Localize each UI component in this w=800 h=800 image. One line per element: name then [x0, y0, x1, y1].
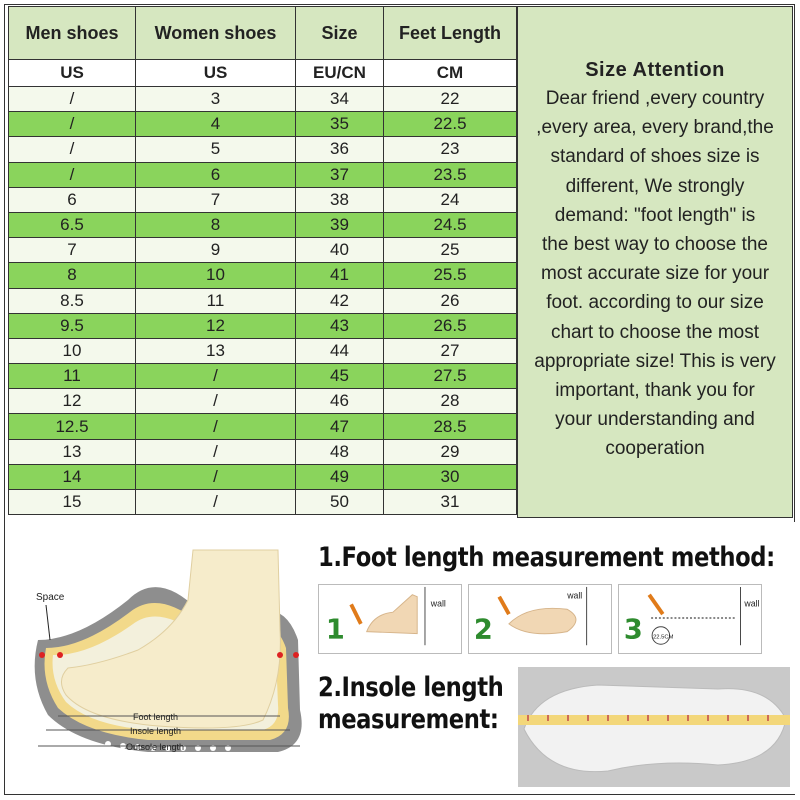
cell-feet-cm: 25.5 [384, 263, 517, 288]
outsole-length-label: Outsole length [126, 742, 185, 752]
cell-men-us: 11 [9, 364, 136, 389]
table-row [9, 137, 517, 162]
cell-feet-cm: 27 [384, 338, 517, 363]
cell-eu-cn: 50 [296, 490, 384, 515]
cell-eu-cn: 45 [296, 364, 384, 389]
table-row [9, 112, 517, 137]
table-header-row [9, 7, 517, 60]
step-2-panel [468, 584, 612, 654]
cell-women-us: 4 [136, 112, 296, 137]
cell-women-us: 12 [136, 313, 296, 338]
attention-line: cooperation [605, 438, 705, 460]
table-row [9, 414, 517, 439]
step-1-panel [318, 584, 462, 654]
table-row [9, 439, 517, 464]
foot-method-title: 1.Foot length measurement method: [318, 542, 775, 573]
cell-feet-cm: 28.5 [384, 414, 517, 439]
cell-feet-cm: 24 [384, 187, 517, 212]
cell-men-us: 8.5 [9, 288, 136, 313]
cell-feet-cm: 23 [384, 137, 517, 162]
header-size: Size [296, 7, 384, 60]
cell-men-us: 12 [9, 389, 136, 414]
table-row [9, 87, 517, 112]
insole-length-label: Insole length [130, 726, 182, 736]
cell-women-us: / [136, 439, 296, 464]
attention-line: foot. according to our size [546, 292, 764, 314]
attention-line: ,every area, every brand,the [536, 117, 774, 139]
table-row [9, 238, 517, 263]
attention-line: chart to choose the most [550, 321, 760, 343]
table-row [9, 162, 517, 187]
foot-length-label: Foot length [133, 712, 179, 722]
table-row [9, 187, 517, 212]
insole-title-line1: 2.Insole length [318, 672, 504, 703]
size-chart-table [8, 6, 517, 515]
attention-line: appropriate size! This is very [534, 350, 776, 372]
cell-eu-cn: 34 [296, 87, 384, 112]
cell-women-us: 3 [136, 87, 296, 112]
cell-eu-cn: 42 [296, 288, 384, 313]
cell-eu-cn: 44 [296, 338, 384, 363]
table-row [9, 338, 517, 363]
cell-men-us: 7 [9, 238, 136, 263]
cell-feet-cm: 28 [384, 389, 517, 414]
table-row [9, 212, 517, 237]
cell-women-us: 11 [136, 288, 296, 313]
cell-eu-cn: 48 [296, 439, 384, 464]
unit-women: US [136, 60, 296, 87]
step-2-wall-label: wall [567, 590, 583, 601]
cell-women-us: 7 [136, 187, 296, 212]
insole-photo [518, 667, 790, 787]
attention-line: most accurate size for your [540, 263, 770, 285]
cell-women-us: 5 [136, 137, 296, 162]
cell-men-us: 10 [9, 338, 136, 363]
cell-men-us: / [9, 137, 136, 162]
attention-line: different, We strongly [565, 175, 745, 197]
cell-men-us: 12.5 [9, 414, 136, 439]
cell-eu-cn: 36 [296, 137, 384, 162]
cell-men-us: 14 [9, 464, 136, 489]
measurement-steps [318, 584, 768, 656]
cell-men-us: 6.5 [9, 212, 136, 237]
attention-line: demand: "foot length" is [554, 204, 756, 226]
cell-feet-cm: 24.5 [384, 212, 517, 237]
unit-length: CM [384, 60, 517, 87]
cell-eu-cn: 40 [296, 238, 384, 263]
step-3-wall-label: wall [744, 598, 760, 609]
cell-men-us: / [9, 162, 136, 187]
cell-feet-cm: 23.5 [384, 162, 517, 187]
attention-line: the best way to choose the [541, 234, 769, 256]
cell-eu-cn: 49 [296, 464, 384, 489]
cell-women-us: / [136, 464, 296, 489]
cell-men-us: 15 [9, 490, 136, 515]
cell-eu-cn: 43 [296, 313, 384, 338]
step-2-number: 2 [473, 614, 493, 646]
cell-eu-cn: 35 [296, 112, 384, 137]
step-3-number: 3 [623, 614, 643, 646]
size-attention-panel [517, 6, 793, 518]
cell-feet-cm: 22.5 [384, 112, 517, 137]
cell-feet-cm: 22 [384, 87, 517, 112]
cell-feet-cm: 26.5 [384, 313, 517, 338]
cell-women-us: 10 [136, 263, 296, 288]
header-women-shoes: Women shoes [136, 7, 296, 60]
cell-feet-cm: 31 [384, 490, 517, 515]
cell-eu-cn: 46 [296, 389, 384, 414]
cell-women-us: / [136, 414, 296, 439]
header-feet-length: Feet Length [384, 7, 517, 60]
cell-women-us: 8 [136, 212, 296, 237]
unit-men: US [9, 60, 136, 87]
attention-line: Dear friend ,every country [545, 88, 765, 109]
table-row [9, 464, 517, 489]
cell-women-us: / [136, 389, 296, 414]
step-1-wall-label: wall [430, 598, 446, 609]
step-1-number: 1 [325, 614, 345, 646]
cell-feet-cm: 25 [384, 238, 517, 263]
measurement-guide [8, 522, 795, 794]
cell-feet-cm: 26 [384, 288, 517, 313]
table-row [9, 364, 517, 389]
cell-eu-cn: 39 [296, 212, 384, 237]
table-row [9, 389, 517, 414]
ruler-mark-label: 22.5CM [653, 634, 674, 641]
cell-eu-cn: 47 [296, 414, 384, 439]
attention-line: standard of shoes size is [550, 146, 760, 168]
space-label: Space [36, 592, 65, 603]
header-men-shoes: Men shoes [9, 7, 136, 60]
cell-feet-cm: 27.5 [384, 364, 517, 389]
unit-size: EU/CN [296, 60, 384, 87]
attention-line: important, thank you for [555, 380, 755, 402]
insole-title-line2: measurement: [318, 704, 499, 735]
attention-text [518, 84, 792, 464]
cell-men-us: 9.5 [9, 313, 136, 338]
table-units-row [9, 60, 517, 87]
cell-eu-cn: 41 [296, 263, 384, 288]
cell-women-us: 6 [136, 162, 296, 187]
cell-women-us: / [136, 490, 296, 515]
attention-line: your understanding and [555, 409, 755, 431]
cell-eu-cn: 37 [296, 162, 384, 187]
table-row [9, 313, 517, 338]
cell-men-us: 6 [9, 187, 136, 212]
cell-women-us: / [136, 364, 296, 389]
shoe-diagram [8, 530, 308, 790]
cell-men-us: / [9, 112, 136, 137]
cell-feet-cm: 30 [384, 464, 517, 489]
attention-title: Size Attention [585, 59, 725, 81]
insole-method-title [318, 672, 503, 736]
step-3-panel [618, 584, 762, 654]
table-row [9, 490, 517, 515]
cell-eu-cn: 38 [296, 187, 384, 212]
table-row [9, 288, 517, 313]
cell-men-us: 13 [9, 439, 136, 464]
cell-women-us: 13 [136, 338, 296, 363]
cell-men-us: 8 [9, 263, 136, 288]
cell-feet-cm: 29 [384, 439, 517, 464]
table-row [9, 263, 517, 288]
cell-women-us: 9 [136, 238, 296, 263]
cell-men-us: / [9, 87, 136, 112]
